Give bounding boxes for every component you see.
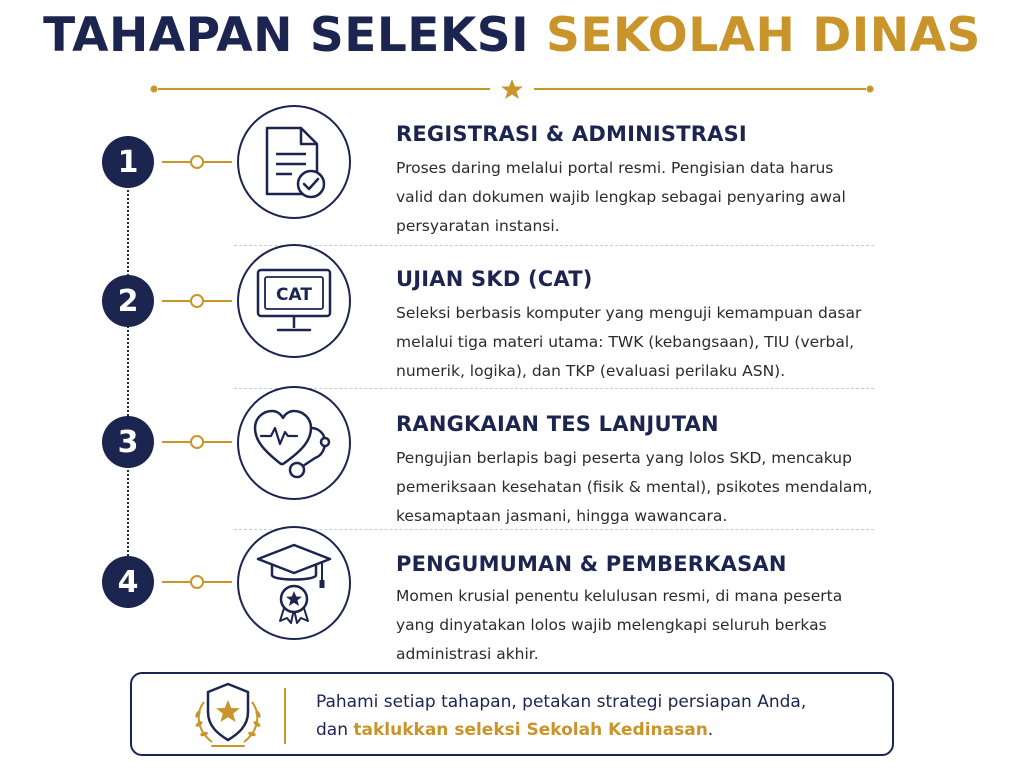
divider-star-icon xyxy=(501,79,523,99)
step-number: 1 xyxy=(102,136,154,188)
callout-prefix: dan xyxy=(316,720,348,740)
step-number: 2 xyxy=(102,275,154,327)
step-3 xyxy=(0,386,1024,525)
desc-line: Pengujian berlapis bagi peserta yang lolos SKD, mencakup xyxy=(396,449,852,467)
step-icon-circle xyxy=(237,526,351,640)
callout-message xyxy=(316,688,806,744)
step-title: PENGUMUMAN & PEMBERKASAN xyxy=(396,552,787,576)
step-description xyxy=(396,444,876,531)
step-1 xyxy=(0,100,1024,235)
computer-monitor-icon xyxy=(254,266,334,336)
step-4 xyxy=(0,528,1024,663)
desc-line: numerik, logika), dan TKP (evaluasi perilaku ASN). xyxy=(396,362,786,380)
desc-line: melalui tiga materi utama: TWK (kebangsaan), TIU (verbal, xyxy=(396,333,855,351)
document-check-icon xyxy=(259,124,329,200)
step-2 xyxy=(0,243,1024,380)
step-number: 4 xyxy=(102,556,154,608)
desc-line: Proses daring melalui portal resmi. Pengisian data harus xyxy=(396,159,834,177)
callout-box xyxy=(130,672,894,756)
callout-line-2 xyxy=(316,716,806,744)
desc-line: valid dan dokumen wajib lengkap sebagai penyaring awal xyxy=(396,188,846,206)
desc-line: persyaratan instansi. xyxy=(396,217,560,235)
page-title xyxy=(0,8,1024,63)
desc-line: yang dinyatakan lolos wajib melengkapi seluruh berkas xyxy=(396,616,827,634)
step-title: REGISTRASI & ADMINISTRASI xyxy=(396,122,747,146)
step-description xyxy=(396,154,876,241)
step-icon-circle xyxy=(237,105,351,219)
step-title: UJIAN SKD (CAT) xyxy=(396,267,593,291)
connector-icon xyxy=(162,155,232,169)
title-part-navy: TAHAPAN SELEKSI xyxy=(43,8,530,63)
connector-icon xyxy=(162,294,232,308)
callout-suffix: . xyxy=(707,720,714,740)
shield-star-laurel-icon xyxy=(188,680,268,752)
step-description xyxy=(396,582,876,669)
callout-line-1: Pahami setiap tahapan, petakan strategi persiapan Anda, xyxy=(316,692,807,712)
desc-line: administrasi akhir. xyxy=(396,645,539,663)
step-icon-circle xyxy=(237,244,351,358)
desc-line: pemeriksaan kesehatan (fisik & mental), psikotes mendalam, xyxy=(396,478,873,496)
graduation-cap-medal-icon xyxy=(254,541,334,625)
desc-line: Seleksi berbasis komputer yang menguji kemampuan dasar xyxy=(396,304,862,322)
desc-line: kesamaptaan jasmani, hingga wawancara. xyxy=(396,507,728,525)
callout-highlight: taklukkan seleksi Sekolah Kedinasan xyxy=(353,720,708,740)
callout-divider xyxy=(284,688,286,744)
step-description xyxy=(396,299,876,386)
desc-line: Momen krusial penentu kelulusan resmi, di mana peserta xyxy=(396,587,843,605)
heart-stethoscope-icon xyxy=(251,406,337,480)
monitor-label: CAT xyxy=(276,285,312,305)
step-title: RANGKAIAN TES LANJUTAN xyxy=(396,412,719,436)
step-number: 3 xyxy=(102,416,154,468)
step-icon-circle xyxy=(237,386,351,500)
connector-icon xyxy=(162,435,232,449)
title-part-gold: SEKOLAH DINAS xyxy=(546,8,981,63)
connector-icon xyxy=(162,575,232,589)
